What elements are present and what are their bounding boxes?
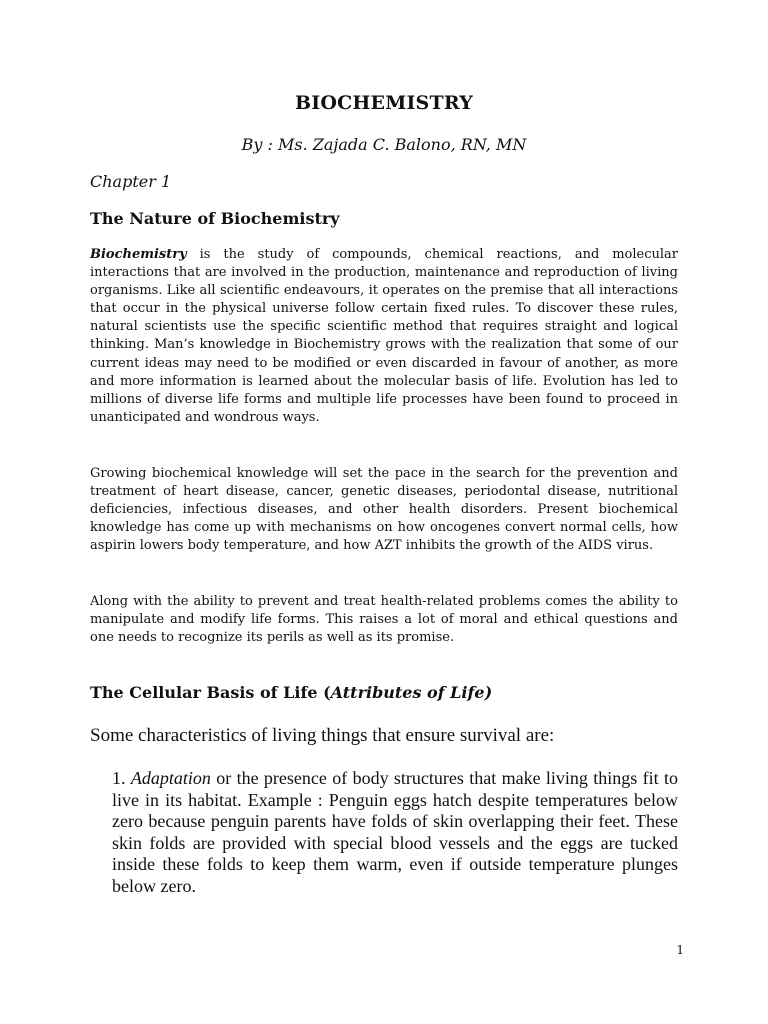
term-adaptation: Adaptation [130,768,211,788]
page-number: 1 [676,943,684,957]
list-item [112,768,678,898]
section-heading-italic: Attributes of Life) [330,683,493,702]
section-heading-main: The Cellular Basis of Life ( [90,683,331,702]
characteristics-intro: Some characteristics of living things that ensure survival are: [90,725,555,746]
section-heading-nature: The Nature of Biochemistry [90,209,340,228]
paragraph-knowledge: Growing biochemical knowledge will set the pace in the search for the prevention and treatment of heart disease, cancer, genetic diseases, periodontal disease, nutritional deficiencies, infectious diseases, and other health disorders. Present biochemical knowledge has come up with mechanisms on how oncogenes convert normal cells, how aspirin lowers body temperature, and how AZT inhibits the growth of the AIDS virus. [90,466,678,554]
document-title: BIOCHEMISTRY [294,92,473,114]
list-item-number: 1. [112,768,131,788]
author-byline: By : Ms. Zajada C. Balono, RN, MN [241,135,527,154]
paragraph-definition [90,246,678,427]
paragraph-ethics: Along with the ability to prevent and treat health-related problems comes the ability to manipulate and modify life forms. This raises a lot of moral and ethical questions and one needs to recognize its perils as well as its promise. [90,594,678,646]
list-item-text: or the presence of body structures that make living things fit to live in its habitat. Example : Penguin eggs hatch despite temperatures below zero because penguin parents have folds of skin overlapping their feet. These skin folds are provided with special blood vessels and the eggs are tucked inside these folds to keep them warm, even if outside temperature plunges below zero. [112,768,679,896]
chapter-label: Chapter 1 [90,172,172,191]
paragraph-definition-text: is the study of compounds, chemical reactions, and molecular interactions that are involved in the production, maintenance and reproduction of living organisms. Like all scientific endeavours, it operates on the premise that all interactions that occur in the physical universe follow certain fixed rules. To discover these rules, natural scientists use the specific scientific method that requires straight and logical thinking. Man’s knowledge in Biochemistry grows with the realization that some of our current ideas may need to be modified or even discarded in favour of another, as more and more information is learned about the molecular basis of life. Evolution has led to millions of diverse life forms and multiple life processes have been found to proceed in unanticipated and wondrous ways. [90,247,678,425]
term-biochemistry: Biochemistry [90,247,187,262]
section-heading-cellular-basis [90,683,492,702]
